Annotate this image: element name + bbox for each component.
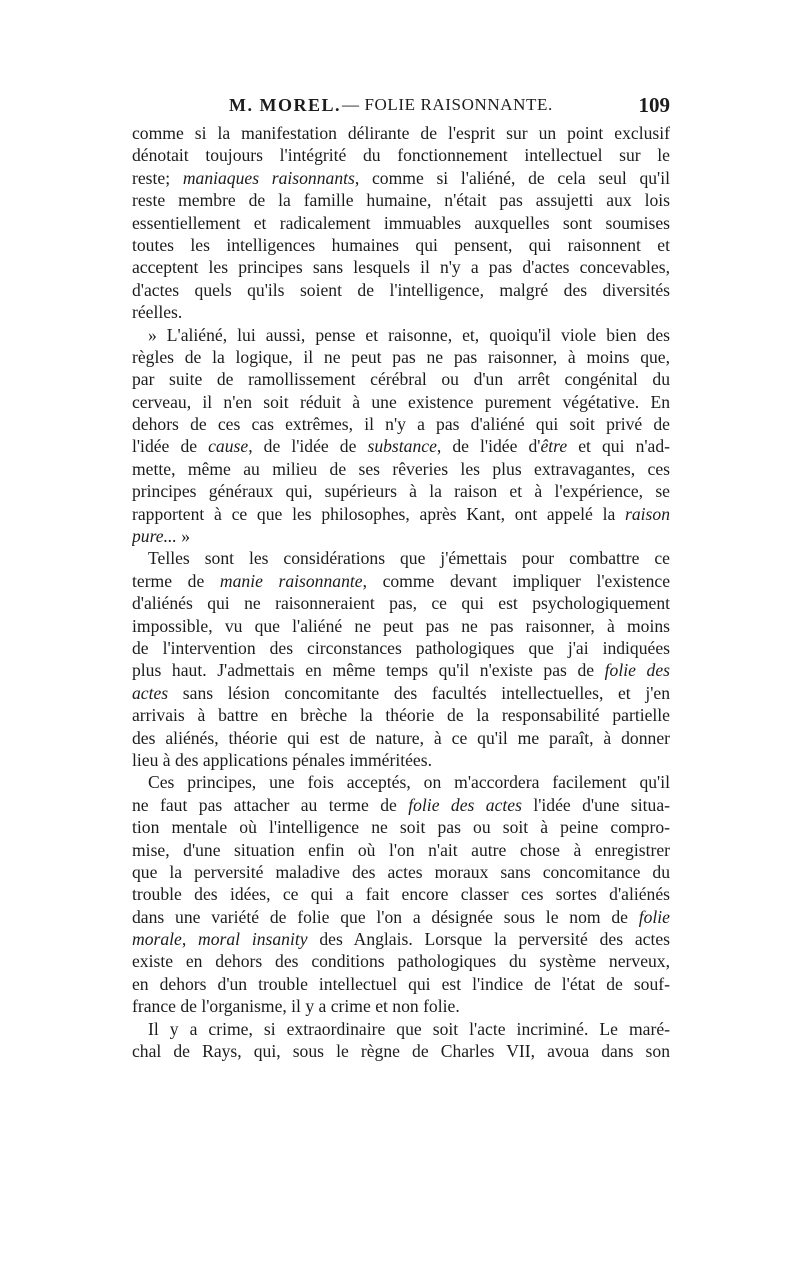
- body-text: [132, 122, 670, 1062]
- text-line: Telles sont les considérations que j'émettais pour combattre ce: [148, 548, 670, 569]
- text-line: plus haut. J'admettais en même temps qu'il n'existe pas de folie des: [132, 660, 670, 681]
- text-line: de l'intervention des circonstances pathologiques que j'ai indiquées: [132, 637, 670, 658]
- text-line: terme de manie raisonnante, comme devant impliquer l'existence: [132, 570, 670, 591]
- text-line: réelles.: [132, 302, 183, 323]
- text-line: principes généraux qui, supérieurs à la raison et à l'expérience, se: [132, 481, 670, 502]
- text-line: l'idée de cause, de l'idée de substance, de l'idée d'être et qui n'ad-: [132, 436, 670, 457]
- text-line: pure... »: [132, 526, 190, 547]
- text-line: mise, d'une situation enfin où l'on n'ait autre chose à enregistrer: [132, 839, 670, 860]
- text-line: morale, moral insanity des Anglais. Lorsque la perversité des actes: [132, 929, 670, 950]
- text-line: existe en dehors des conditions pathologiques du système nerveux,: [132, 951, 670, 972]
- text-line: lieu à des applications pénales imméritées.: [132, 749, 432, 770]
- text-line: toutes les intelligences humaines qui pensent, qui raisonnent et: [132, 234, 670, 255]
- text-line: dans une variété de folie que l'on a désignée sous le nom de folie: [132, 906, 670, 927]
- text-line: que la perversité maladive des actes moraux sans concomitance du: [132, 861, 670, 882]
- text-line: impossible, vu que l'aliéné ne peut pas ne pas raisonner, à moins: [132, 615, 670, 636]
- text-line: en dehors d'un trouble intellectuel qui est l'indice de l'état de souf-: [132, 973, 670, 994]
- text-line: essentiellement et radicalement immuables auxquelles sont soumises: [132, 212, 670, 233]
- header-author: M. MOREL.: [229, 95, 341, 115]
- page-number: 109: [638, 93, 670, 117]
- text-line: ne faut pas attacher au terme de folie des actes l'idée d'une situa-: [132, 794, 670, 815]
- text-line: actes sans lésion concomitante des facultés intellectuelles, et j'en: [132, 682, 670, 703]
- text-line: d'aliénés qui ne raisonneraient pas, ce qui est psychologiquement: [132, 593, 670, 614]
- text-line: dehors de ces cas extrêmes, il n'y a pas d'aliéné qui soit privé de: [132, 414, 670, 435]
- text-line: arrivais à battre en brèche la théorie de la responsabilité partielle: [132, 705, 670, 726]
- text-line: par suite de ramollissement cérébral ou d'un arrêt congénital du: [132, 369, 670, 390]
- header-title: — FOLIE RAISONNANTE.: [342, 95, 553, 114]
- text-line: reste; maniaques raisonnants, comme si l'aliéné, de cela seul qu'il: [132, 167, 670, 188]
- text-line: comme si la manifestation délirante de l'esprit sur un point exclusif: [132, 123, 670, 143]
- text-line: acceptent les principes sans lesquels il n'y a pas d'actes concevables,: [132, 257, 670, 278]
- text-line: Ces principes, une fois acceptés, on m'accordera facilement qu'il: [148, 772, 670, 793]
- text-line: chal de Rays, qui, sous le règne de Charles VII, avoua dans son: [132, 1041, 670, 1062]
- running-header: [132, 91, 670, 119]
- text-line: cerveau, il n'en soit réduit à une existence purement végétative. En: [132, 391, 670, 412]
- text-line: règles de la logique, il ne peut pas ne pas raisonner, à moins que,: [132, 346, 670, 367]
- text-line: Il y a crime, si extraordinaire que soit l'acte incriminé. Le maré-: [148, 1018, 670, 1039]
- text-line: mette, même au milieu de ses rêveries les plus extravagantes, ces: [132, 458, 670, 479]
- text-line: » L'aliéné, lui aussi, pense et raisonne, et, quoiqu'il viole bien des: [148, 324, 670, 345]
- text-line: tion mentale où l'intelligence ne soit pas ou soit à peine compro-: [132, 817, 670, 838]
- text-line: trouble des idées, ce qui a fait encore classer ces sortes d'aliénés: [132, 884, 670, 905]
- text-line: france de l'organisme, il y a crime et non folie.: [132, 996, 460, 1017]
- text-line: dénotait toujours l'intégrité du fonctionnement intellectuel sur le: [132, 145, 670, 166]
- text-line: des aliénés, théorie qui est de nature, à ce qu'il me paraît, à donner: [132, 727, 670, 748]
- text-line: reste membre de la famille humaine, n'était pas assujetti aux lois: [132, 190, 670, 211]
- text-line: rapportent à ce que les philosophes, après Kant, ont appelé la raison: [132, 503, 670, 524]
- text-line: d'actes quels qu'ils soient de l'intelligence, malgré des diversités: [132, 279, 670, 300]
